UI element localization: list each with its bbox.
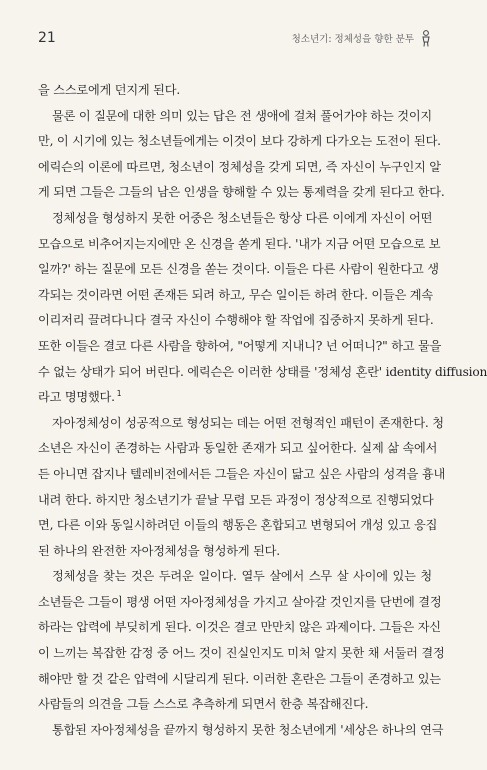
running-title: 청소년기: 정체성을 향한 분투 [291,34,414,45]
text-line [38,78,432,104]
line-text: 또한 이들은 결코 다른 사람을 향하여, "어떻게 지내니? 넌 어떠니?" 하고 물을 [38,338,442,353]
line-text: 통합된 자아정체성을 끝까지 형성하지 못한 청소년에게 '세상은 하나의 연극 [52,722,444,737]
text-line [38,155,441,181]
line-text: 물론 이 질문에 대한 의미 있는 답은 전 생애에 걸쳐 풀어가야 하는 것이지 [52,108,432,123]
paragraph [38,78,432,104]
paragraph [38,564,445,718]
paragraph [38,206,487,411]
line-text: 내려 한다. 하지만 청소년기가 끝날 무렵 모든 과정이 정상적으로 진행되었다 [38,492,434,507]
line-text: 해야만 할 것 같은 압력에 시달리게 된다. 이러한 혼란은 그들이 존경하고 있는 [38,671,441,686]
line-text: 일까?' 하는 질문에 모든 신경을 쏟는 것이다. 이들은 다른 사람이 원한다고 생 [38,262,439,277]
line-text: 모습으로 비추어지는지에만 온 신경을 쏟게 된다. '내가 지금 어떤 모습으로 보 [38,236,441,251]
text-line [38,615,441,641]
text-line [38,667,441,693]
paragraph [38,104,445,206]
text-line [38,385,432,411]
text-line [38,539,432,565]
text-line [38,513,438,539]
line-text: 자아정체성이 성공적으로 형성되는 데는 어떤 전형적인 패턴이 존재한다. 청 [52,415,444,430]
page-number: 21 [38,30,56,46]
text-line [38,283,432,309]
line-text: 된 하나의 완전한 자아정체성을 형성하게 된다. [38,543,280,558]
text-line [38,308,432,334]
line-text: 정체성을 형성하지 못한 어중은 청소년들은 항상 다른 이에게 자신이 어떤 [52,210,433,225]
text-line [38,488,432,514]
line-text: 만, 이 시기에 있는 청소년들에게는 이것이 보다 강하게 다가오는 도전이 된다. [38,134,441,149]
footnote-marker: 1 [116,389,122,399]
text-line [38,180,445,206]
text-line [38,232,441,258]
line-text: 하라는 압력에 부딪히게 된다. 이것은 결코 만만치 않은 과제이다. 그들은 자신 [38,620,441,635]
line-text: 정체성을 찾는 것은 두려운 일이다. 열두 살에서 스무 살 사이에 있는 청 [52,569,432,584]
text-line [38,692,432,718]
line-text: 게 되면 그들은 그들의 남은 인생을 향해할 수 있는 통제력을 갖게 된다고 한다. [38,185,445,200]
text-line [38,206,432,232]
text-line [38,257,439,283]
line-text: 을 스스로에게 던지게 된다. [38,83,181,97]
text-line [38,718,444,744]
line-text: 소년은 자신이 존경하는 사람과 동일한 존재가 되고 싶어한다. 실제 삶 속에서 [38,441,438,456]
page-header [38,26,432,50]
text-line [38,436,438,462]
line-text: 소년들은 그들이 평생 어떤 자아정체성을 가지고 살아갈 것인지를 단번에 결정 [38,594,442,609]
line-text: 이 느끼는 복잡한 감정 중 어느 것이 진실인지도 미처 알지 못한 채 서둘러 결정 [38,646,445,661]
text-line [38,564,432,590]
running-title-group [292,30,432,47]
text-line [38,411,444,437]
line-text: 사람들의 의견을 그들 스스로 추측하게 되면서 한층 복잡해진다. [38,697,369,712]
body-text [38,78,487,743]
line-text: 에릭슨의 이론에 따르면, 청소년이 정체성을 갖게 되면, 즉 자신이 누구인지 알 [38,159,441,174]
line-text: 든 아니면 잡지나 텔레비전에서든 그들은 자신이 닮고 싶은 사람의 성격을 흉내 [38,466,446,481]
text-line [38,462,446,488]
line-text: 수 없는 상태가 되어 버린다. 에릭슨은 이러한 상태를 '정체성 혼란' identity diffusion [38,364,487,379]
paragraph [38,718,444,744]
text-line [38,590,442,616]
text-line [38,360,487,386]
line-text: 면, 다른 이와 동일시하려던 이들의 행동은 혼합되고 변형되어 개성 있고 응집 [38,518,438,533]
line-text: 이리저리 끌려다니다 결국 자신이 수행해야 할 작업에 집중하지 못하게 된다. [38,313,434,328]
line-text: 각되는 것이라면 어떤 존재든 되려 하고, 무슨 일이든 하려 한다. 이들은 계속 [38,287,433,302]
text-line [38,334,442,360]
text-line [38,641,445,667]
person-figure-icon [420,30,432,47]
text-line [38,129,441,155]
line-text: 라고 명명했다. [38,390,115,405]
text-line [38,104,432,130]
paragraph [38,411,446,565]
